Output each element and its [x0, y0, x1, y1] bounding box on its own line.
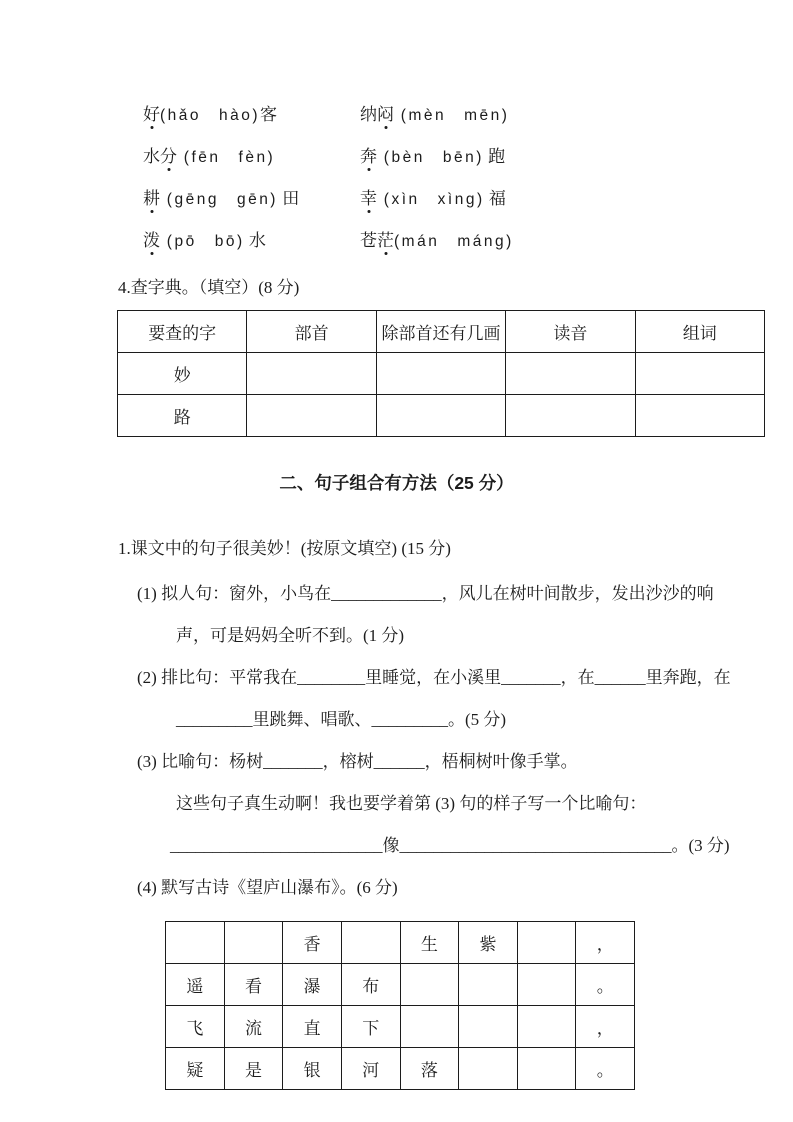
sentence-item3-line2: 这些句子真生动啊！我也要学着第 (3) 句的样子写一个比喻句： — [176, 794, 647, 813]
pinyin-item-options: (mèn mēn) — [394, 107, 510, 124]
dictionary-table — [117, 310, 765, 437]
poem-cell-punctuation: 。 — [576, 1048, 635, 1090]
sentence-item1-line1: (1) 拟人句：窗外，小鸟在_____________，风儿在树叶间散步，发出沙沙的响 — [137, 584, 714, 603]
poem-cell — [517, 922, 576, 964]
pinyin-item-dotted-char: 闷 — [377, 100, 394, 125]
section2-title: 二、句子组合有方法（25 分） — [279, 473, 514, 493]
pinyin-item-dotted-char: 耕 — [143, 184, 160, 209]
dict-cell-blank — [247, 395, 376, 437]
pinyin-item — [143, 226, 360, 268]
poem-cell: 河 — [341, 1048, 400, 1090]
dict-header-radical: 部首 — [247, 311, 376, 353]
question4-label: 4.查字典。（填空）(8 分) — [118, 278, 300, 297]
pinyin-item-options: (gēng gēn) — [160, 191, 278, 208]
poem-cell — [459, 1048, 518, 1090]
pinyin-item — [143, 184, 360, 226]
pinyin-item-pre: 水 — [143, 147, 160, 166]
pinyin-item — [143, 142, 360, 184]
pinyin-choice-section — [0, 0, 793, 268]
pinyin-item-options: (hǎo hào) — [160, 107, 261, 124]
poem-cell — [517, 1048, 576, 1090]
poem-cell — [459, 1006, 518, 1048]
pinyin-item-options: (bèn bēn) — [377, 149, 484, 166]
poem-cell: 香 — [283, 922, 342, 964]
dict-cell-blank — [635, 395, 764, 437]
pinyin-item-options: (xìn xìng) — [377, 191, 485, 208]
pinyin-item — [360, 100, 793, 142]
poem-row — [166, 922, 635, 964]
sentence-item2-line1: (2) 排比句：平常我在________里睡觉，在小溪里_______，在______里奔跑，在 — [137, 668, 731, 687]
poem-cell: 是 — [224, 1048, 283, 1090]
sentence-item1-line2: 声，可是妈妈全听不到。(1 分) — [176, 626, 405, 645]
poem-cell: 布 — [341, 964, 400, 1006]
pinyin-item-options: (pō bō) — [160, 233, 245, 250]
sentence-item3-line3: _________________________像________________________________。(3 分) — [170, 836, 730, 855]
pinyin-item-post: 客 — [260, 105, 278, 124]
pinyin-item-dotted-char: 奔 — [360, 142, 377, 167]
dict-cell-char: 妙 — [118, 353, 247, 395]
poem-cell — [224, 922, 283, 964]
pinyin-item — [143, 100, 360, 142]
poem-cell: 瀑 — [283, 964, 342, 1006]
poem-cell — [517, 1006, 576, 1048]
pinyin-item-dotted-char: 泼 — [143, 226, 160, 251]
poem-cell — [400, 964, 459, 1006]
dict-header-strokes: 除部首还有几画 — [376, 311, 505, 353]
pinyin-item-dotted-char: 好 — [143, 100, 160, 125]
poem-cell — [459, 964, 518, 1006]
dict-cell-blank — [376, 353, 505, 395]
dict-cell-blank — [635, 353, 764, 395]
poem-cell: 下 — [341, 1006, 400, 1048]
dict-cell-blank — [376, 395, 505, 437]
poem-cell: 遥 — [166, 964, 225, 1006]
pinyin-item-post: 福 — [484, 189, 506, 208]
pinyin-item-dotted-char: 茫 — [377, 226, 394, 251]
pinyin-item-post: 水 — [244, 231, 266, 250]
poem-cell: 落 — [400, 1048, 459, 1090]
pinyin-item-dotted-char: 分 — [160, 142, 177, 167]
poem-cell — [166, 922, 225, 964]
poem-cell: 生 — [400, 922, 459, 964]
pinyin-item-options: (mán máng) — [394, 233, 514, 250]
poem-cell — [400, 1006, 459, 1048]
dict-header-pronunciation: 读音 — [506, 311, 635, 353]
poem-cell: 紫 — [459, 922, 518, 964]
dict-cell-blank — [247, 353, 376, 395]
pinyin-item — [360, 226, 793, 268]
sentence-item4-line1: (4) 默写古诗《望庐山瀑布》。(6 分) — [137, 878, 398, 897]
question1-intro: 1.课文中的句子很美妙！(按原文填空) (15 分) — [118, 539, 451, 558]
dict-cell-char: 路 — [118, 395, 247, 437]
pinyin-item-pre: 纳 — [360, 105, 377, 124]
poem-cell: 直 — [283, 1006, 342, 1048]
poem-cell-punctuation: ， — [576, 1006, 635, 1048]
dict-cell-blank — [506, 395, 635, 437]
dictionary-table-header-row — [118, 311, 765, 353]
poem-cell — [341, 922, 400, 964]
poem-cell: 看 — [224, 964, 283, 1006]
table-row — [118, 395, 765, 437]
pinyin-item-post: 田 — [277, 189, 300, 208]
pinyin-item — [360, 142, 793, 184]
poem-cell-punctuation: 。 — [576, 964, 635, 1006]
sentence-item3-line1: (3) 比喻句：杨树_______，榕树______，梧桐树叶像手掌。 — [137, 752, 578, 771]
poem-cell — [517, 964, 576, 1006]
poem-cell: 飞 — [166, 1006, 225, 1048]
dict-header-word: 组词 — [635, 311, 764, 353]
poem-row — [166, 1048, 635, 1090]
dict-cell-blank — [506, 353, 635, 395]
dict-header-char: 要查的字 — [118, 311, 247, 353]
poem-cell-punctuation: ， — [576, 922, 635, 964]
pinyin-item-options: (fēn fèn) — [177, 149, 276, 166]
pinyin-item-pre: 苍 — [360, 231, 377, 250]
sentence-item2-line2: _________里跳舞、唱歌、_________。(5 分) — [176, 710, 507, 729]
poem-row — [166, 964, 635, 1006]
poem-cell: 疑 — [166, 1048, 225, 1090]
poem-cell: 银 — [283, 1048, 342, 1090]
poem-table — [165, 921, 635, 1090]
pinyin-item-post: 跑 — [483, 147, 506, 166]
pinyin-item-dotted-char: 幸 — [360, 184, 377, 209]
poem-cell: 流 — [224, 1006, 283, 1048]
pinyin-item — [360, 184, 793, 226]
poem-row — [166, 1006, 635, 1048]
table-row — [118, 353, 765, 395]
